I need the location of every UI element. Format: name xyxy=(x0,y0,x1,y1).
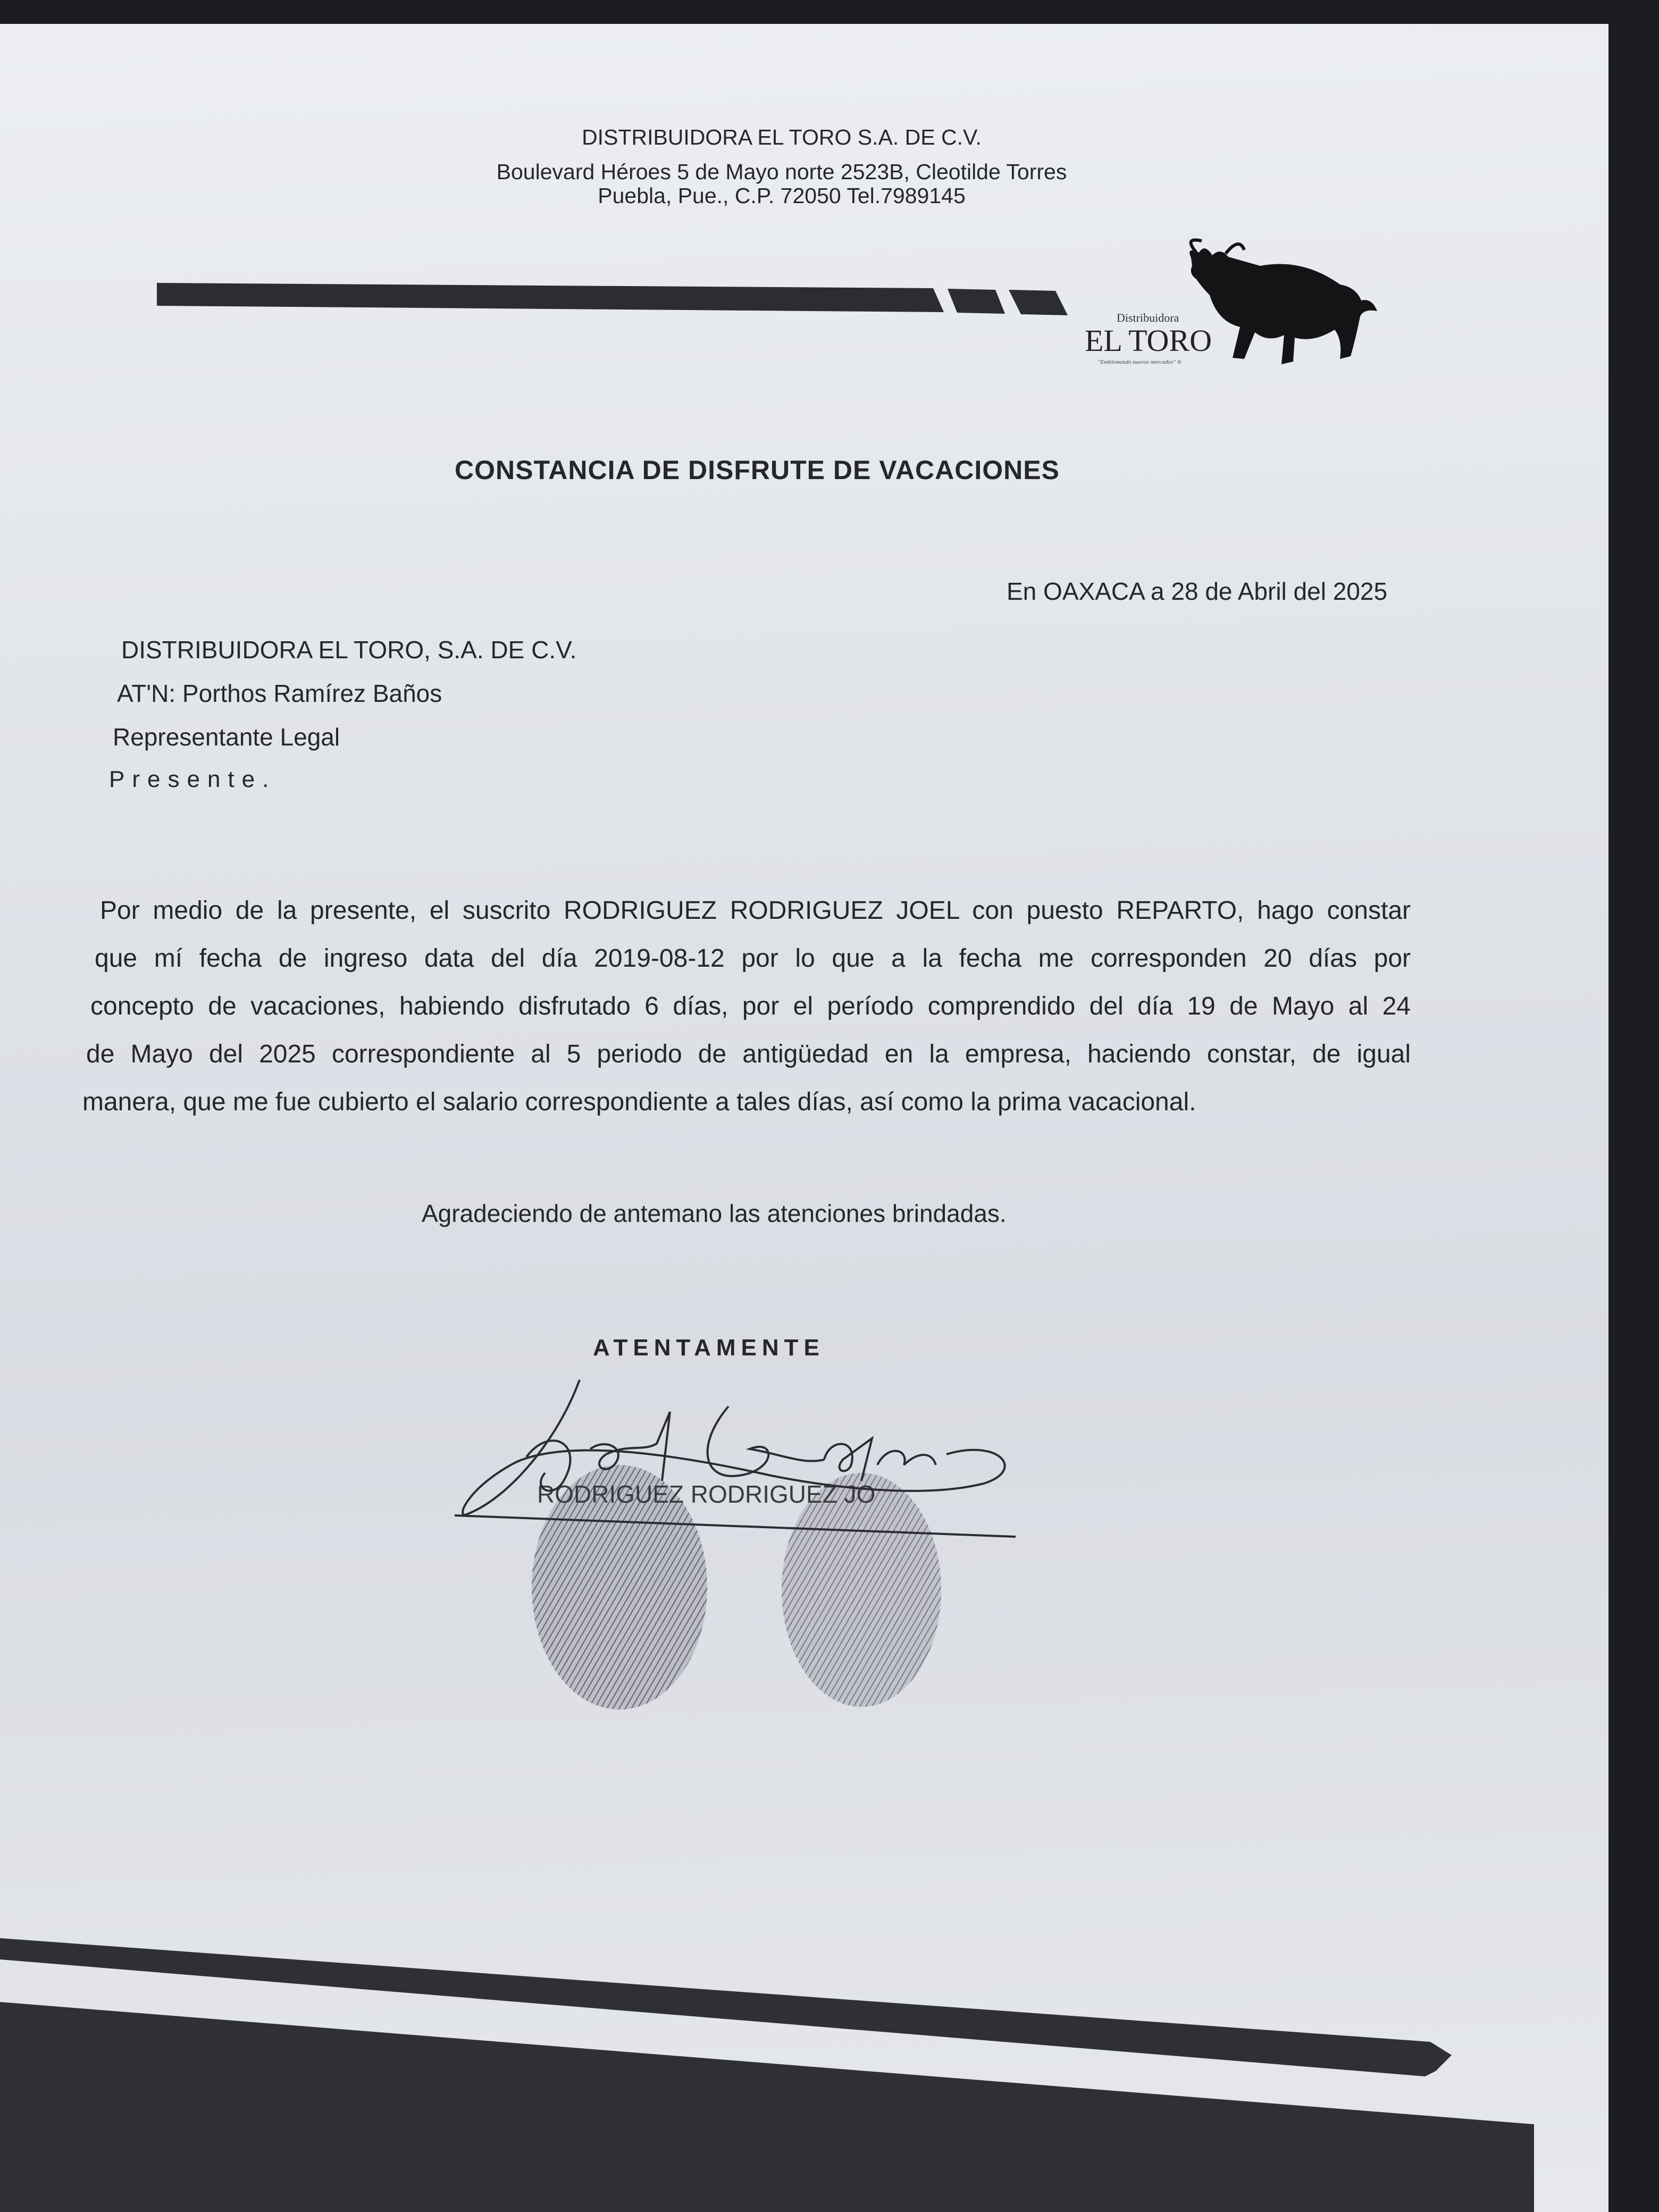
date-line: En OAXACA a 28 de Abril del 2025 xyxy=(1007,577,1388,605)
closing-heading: ATENTAMENTE xyxy=(593,1335,825,1361)
signer-name: RODRIGUEZ RODRIGUEZ JO xyxy=(537,1480,876,1508)
footer-stripe-bars xyxy=(0,1917,1608,2212)
recipient-company: DISTRIBUIDORA EL TORO, S.A. DE C.V. xyxy=(121,636,577,664)
company-name: DISTRIBUIDORA EL TORO S.A. DE C.V. xyxy=(582,125,982,149)
recipient-role: Representante Legal xyxy=(113,723,340,751)
handwritten-signature xyxy=(452,1375,1063,1545)
document-title: CONSTANCIA DE DISFRUTE DE VACACIONES xyxy=(455,455,1060,485)
company-logo xyxy=(1079,237,1377,407)
logo-wordmark: EL TORO xyxy=(1085,323,1212,358)
logo-tagline: "Emblemando nuevos mercados" ® xyxy=(1098,359,1182,365)
body-line: que mí fecha de ingreso data del día 2019-08-12 por lo que a la fecha me corresponden 20 días por xyxy=(95,944,1411,973)
recipient-presente: Presente. xyxy=(109,766,276,792)
body-line: de Mayo del 2025 correspondiente al 5 periodo de antigüedad en la empresa, haciendo constar, de igual xyxy=(86,1040,1411,1068)
logo-subtitle: Distribuidora xyxy=(1117,311,1179,324)
body-line: manera, que me fue cubierto el salario correspondiente a tales días, así como la prima vacacional. xyxy=(82,1088,1196,1116)
company-address-line1: Boulevard Héroes 5 de Mayo norte 2523B, Cleotilde Torres xyxy=(496,160,1067,184)
body-line: concepto de vacaciones, habiendo disfrutado 6 días, por el período comprendido del día 19 de Mayo al 24 xyxy=(90,992,1411,1020)
body-line: Por medio de la presente, el suscrito RODRIGUEZ RODRIGUEZ JOEL con puesto REPARTO, hago constar xyxy=(100,896,1411,925)
thanks-line: Agradeciendo de antemano las atenciones brindadas. xyxy=(422,1200,1007,1227)
company-address-line2: Puebla, Pue., C.P. 72050 Tel.7989145 xyxy=(598,183,966,208)
header-stripe-bar xyxy=(0,24,1117,396)
recipient-attention: AT'N: Porthos Ramírez Baños xyxy=(117,680,442,707)
document-page xyxy=(0,24,1608,2212)
